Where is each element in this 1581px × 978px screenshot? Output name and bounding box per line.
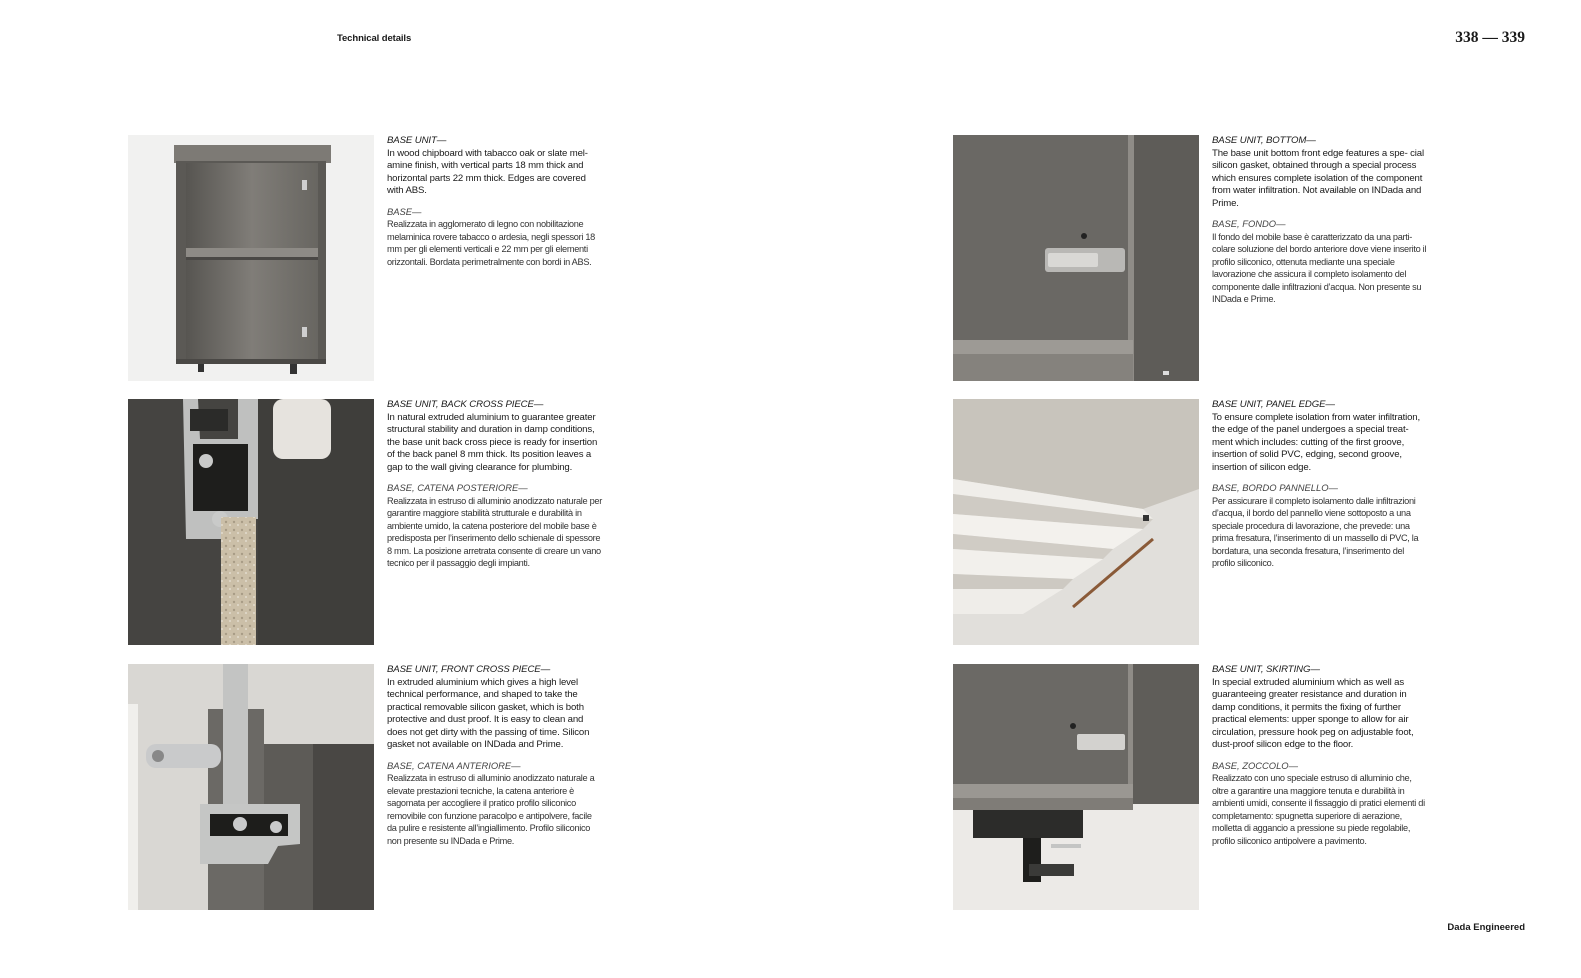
detail-block-front-cross-piece [128,664,618,910]
photo-skirting [953,664,1199,910]
item-title-it: BASE, CATENA ANTERIORE— [387,759,521,771]
photo-front-cross-piece [128,664,374,910]
photo-base-unit [128,135,374,381]
detail-block-back-cross-piece [128,399,618,645]
item-title-it: BASE, BORDO PANNELLO— [1212,482,1338,493]
page-numbers: 338 — 339 [1455,29,1525,46]
section-label: Technical details [337,33,412,44]
item-description-en: To ensure complete isolation from water infiltration, the edge of the panel undergoes a special treat- ment which includes: cutting of the first groove, insertion of solid PVC, edging, second groove, insertion of silicon edge. [1212,411,1421,473]
item-description-en: In extruded aluminium which gives a high level technical performance, and shaped to take the practical removable silicon gasket, which is both protective and dust proof. It is easy to clean and does not get dirty with the passing of time. Silicon gasket not available on INDada and Prime. [387,676,590,750]
item-description-it: Realizzato con uno speciale estruso di alluminio che, oltre a garantire una maggiore tenuta e durabilità in ambienti umidi, consente il fissaggio di pratici elementi di completamento: spugnetta superiore di aerazione, molletta di aggancio a pressione su piede regolabile, profilo siliconico antipolvere a pavimento. [1212,773,1425,846]
item-title: BASE UNIT, BACK CROSS PIECE— [387,399,544,410]
photo-bottom [953,135,1199,381]
item-title-it: BASE, CATENA POSTERIORE— [387,482,528,493]
item-description-it: Realizzata in estruso di alluminio anodizzato naturale a elevate prestazioni tecniche, la catena anteriore è sagomata per accogliere il pratico profilo siliconico removibile con funzione paracolpo e antipolvere, facile da pulire e resistente all’ingiallimento. Profilo siliconico non presente su INDada e Prime. [387,773,595,846]
item-description-en: In special extruded aluminium which as well as guaranteeing greater resistance and duration in damp conditions, it permits the fixing of further practical elements: upper sponge to allow for air circulation, pressure hook peg on adjustable foot, dust-proof silicon edge to the floor. [1212,676,1414,750]
photo-panel-edge [953,399,1199,645]
brand-footer: Dada Engineered [1447,922,1525,933]
item-description-en: The base unit bottom front edge features a spe- cial silicon gasket, obtained through a special process which ensures complete isolation of the component from water infiltration. Not available on INDada and Prime. [1212,147,1424,209]
item-description-it: Realizzata in estruso di alluminio anodizzato naturale per garantire maggiore stabilità strutturale e durabilità in ambiente umido, la catena posteriore del mobile base è predisposta per l’inserimento dello schienale di spessore 8 mm. La posizione arretrata consente di creare un vano tecnico per il passaggio degli impianti. [387,495,602,568]
detail-block-base-unit [128,135,618,381]
item-title: BASE UNIT, BOTTOM— [1212,135,1316,146]
item-title: BASE UNIT, PANEL EDGE— [1212,399,1335,410]
item-description-en: In wood chipboard with tabacco oak or slate mel- amine finish, with vertical parts 18 mm thick and horizontal parts 22 mm thick. Edges are covered with ABS. [387,147,588,196]
detail-block-bottom [953,135,1443,381]
item-description-it: Il fondo del mobile base è caratterizzato da una parti- colare soluzione del bordo anteriore dove viene inserito il profilo siliconico, ottenuta mediante una speciale lavorazione che assicura il completo isolamento del componente dalle infiltrazioni d’acqua. Non presente su INDada e Prime. [1212,231,1427,304]
item-title-it: BASE— [387,205,422,217]
item-title-it: BASE, ZOCCOLO— [1212,759,1298,771]
item-title: BASE UNIT— [387,135,447,146]
item-title: BASE UNIT, FRONT CROSS PIECE— [387,664,551,675]
item-description-en: In natural extruded aluminium to guarantee greater structural stability and duration in damp conditions, the base unit back cross piece is ready for insertion of the back panel 8 mm thick. Its position leaves a gap to the wall giving clearance for plumbing. [387,411,598,473]
item-description-it: Per assicurare il completo isolamento dalle infiltrazioni d’acqua, il bordo del pannello viene sottoposto a una speciale procedura di lavorazione, che prevede: una prima fresatura, l’inserimento di un massello di PVC, la bordatura, una seconda fresatura, l’inserimento del profilo siliconico. [1212,495,1419,568]
detail-block-skirting [953,664,1443,910]
item-title-it: BASE, FONDO— [1212,218,1286,229]
detail-block-panel-edge [953,399,1443,645]
photo-back-cross-piece [128,399,374,645]
item-title: BASE UNIT, SKIRTING— [1212,664,1320,675]
item-description-it: Realizzata in agglomerato di legno con nobilitazione melaminica rovere tabacco o ardesia, negli spessori 18 mm per gli elementi verticali e 22 mm per gli elementi orizzontali. Bordata perimetralmente con bordi in ABS. [387,219,595,267]
